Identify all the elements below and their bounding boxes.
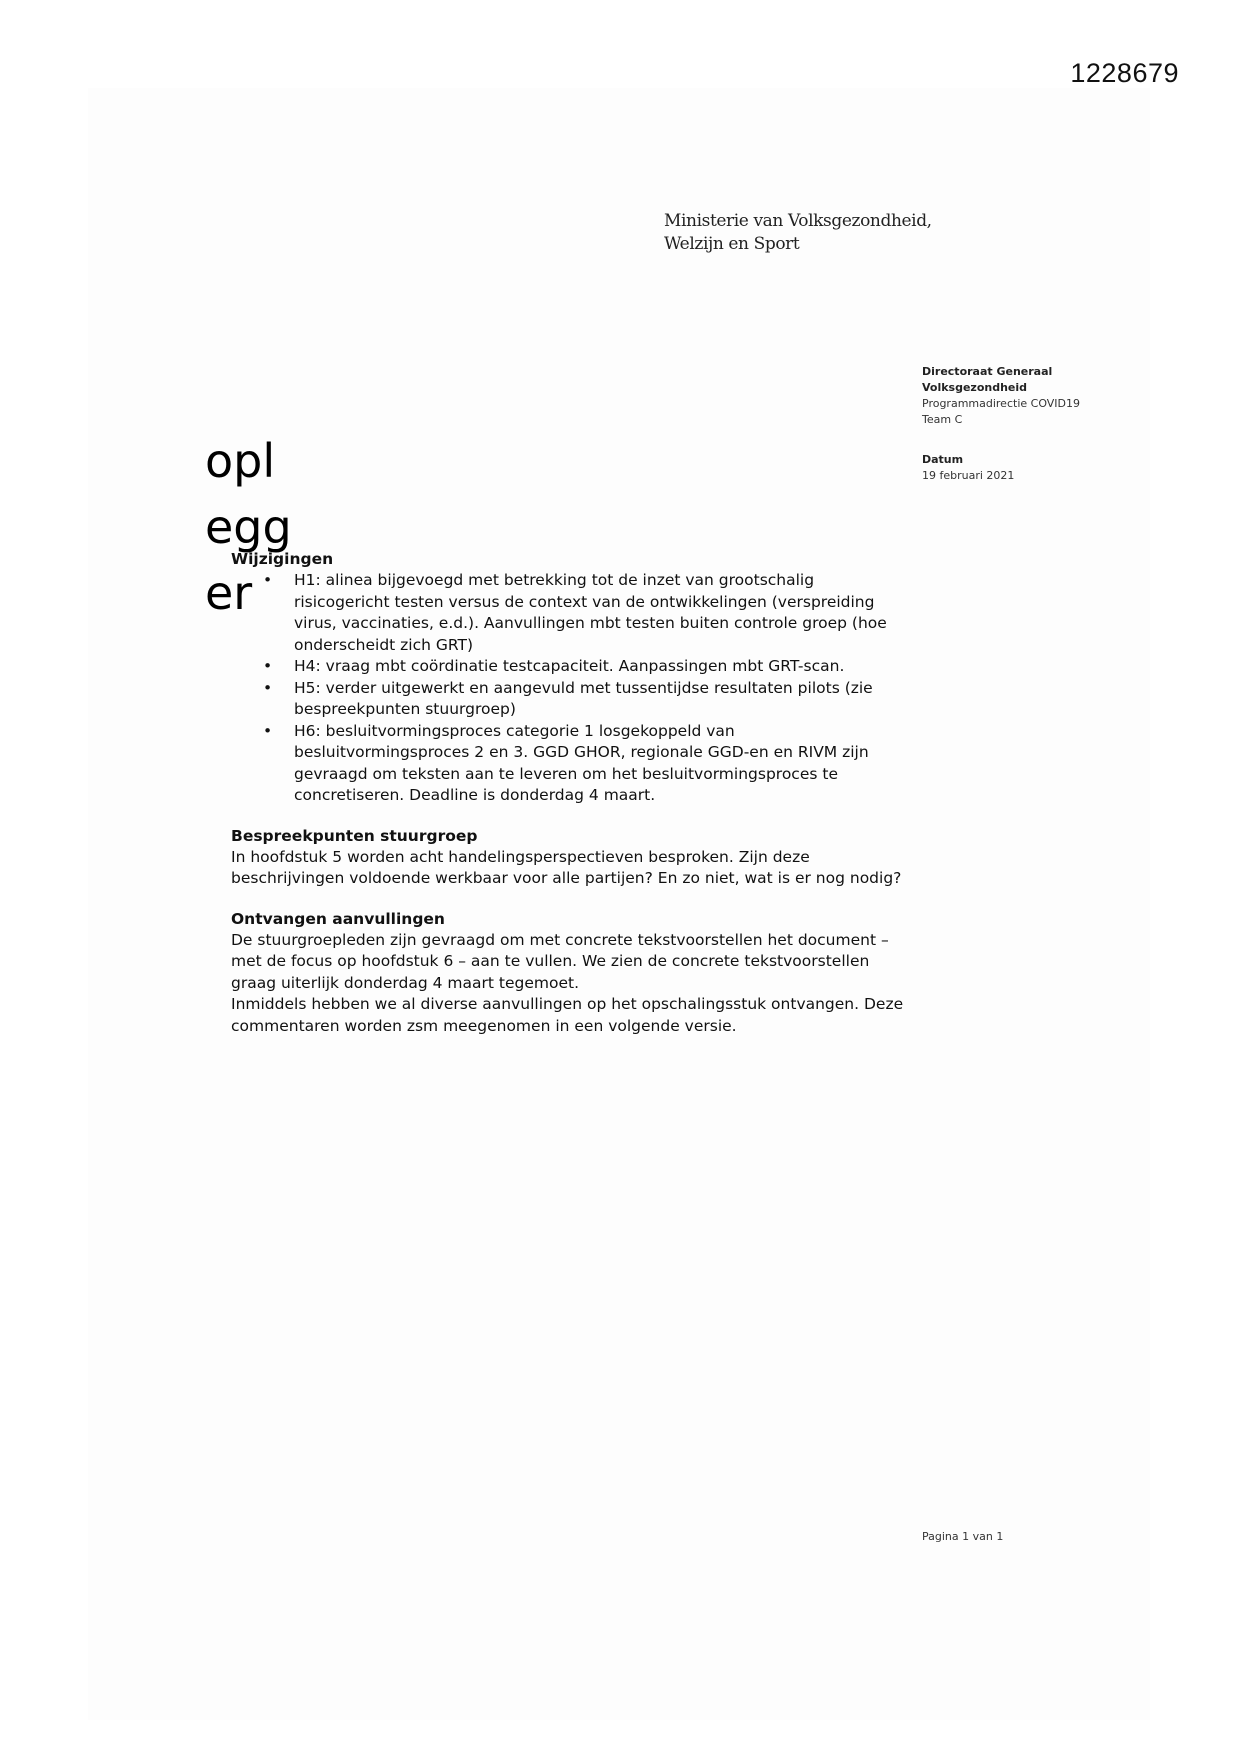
section-changes (231, 549, 911, 807)
sender-info (922, 364, 1080, 484)
changes-list (231, 570, 911, 807)
title-part-2: egg (205, 500, 292, 554)
department-line2: Volksgezondheid (922, 381, 1028, 394)
ministry-name-line1: Ministerie van Volksgezondheid, (664, 211, 932, 231)
section-heading-changes: Wijzigingen (231, 550, 334, 568)
bullet-icon: • (263, 721, 273, 740)
team-name: Team C (922, 413, 963, 426)
received-body-2: Inmiddels hebben we al diverse aanvullingen op het opschalingsstuk ontvangen. Deze commentaren worden zsm meegenomen in een volgende versie. (231, 995, 904, 1035)
list-item (231, 656, 911, 678)
title-part-3: er (205, 566, 253, 620)
bullet-icon: • (263, 571, 273, 589)
list-item-text: H5: verder uitgewerkt en aangevuld met tussentijdse resultaten pilots (zie bespreekpunten stuurgroep) (294, 678, 873, 718)
document-body (231, 549, 911, 1037)
received-body-1: De stuurgroepleden zijn gevraagd om met concrete tekstvoorstellen het document – met de focus op hoofdstuk 6 – aan te vullen. We zien de concrete tekstvoorstellen graag uiterlijk donderdag 4 maart tegemoet. (231, 930, 889, 992)
date-label: Datum (922, 453, 964, 466)
list-item (231, 570, 911, 656)
list-item-text: H6: besluitvormingsproces categorie 1 losgekoppeld van besluitvormingsproces 2 en 3. GGD GHOR, regionale GGD-en en RIVM zijn gevraagd om teksten aan te leveren om het besluitvormingsproces te concretiseren. Deadline is donderdag 4 maart. (294, 721, 869, 804)
program-name: Programmadirectie COVID19 (922, 397, 1081, 410)
section-heading-discussion: Bespreekpunten stuurgroep (231, 826, 478, 845)
bullet-icon: • (263, 678, 273, 697)
list-item-text: H1: alinea bijgevoegd met betrekking tot de inzet van grootschalig risicogericht testen versus de context van de ontwikkelingen (verspreiding virus, vaccinaties, e.d.). Aanvullingen mbt testen buiten controle groep (hoe onderscheidt zich GRT) (294, 571, 887, 654)
bullet-icon: • (263, 657, 273, 675)
ministry-name-line2: Welzijn en Sport (664, 234, 800, 254)
section-received (231, 909, 911, 1038)
document-id: 1228679 (1070, 58, 1179, 88)
list-item-text: H4: vraag mbt coördinatie testcapaciteit. Aanpassingen mbt GRT-scan. (294, 657, 845, 675)
title-part-1: opl (205, 434, 276, 488)
list-item (231, 678, 911, 721)
page-number: Pagina 1 van 1 (922, 1530, 1004, 1543)
date-value: 19 februari 2021 (922, 469, 1015, 482)
section-discussion (231, 826, 911, 890)
department-line1: Directoraat Generaal (922, 365, 1053, 378)
discussion-body: In hoofdstuk 5 worden acht handelingsperspectieven besproken. Zijn deze beschrijvingen voldoende werkbaar voor alle partijen? En zo niet, wat is er nog nodig? (231, 847, 902, 887)
ministry-logo-text (664, 210, 932, 256)
list-item (231, 721, 911, 807)
section-heading-received: Ontvangen aanvullingen (231, 909, 445, 928)
